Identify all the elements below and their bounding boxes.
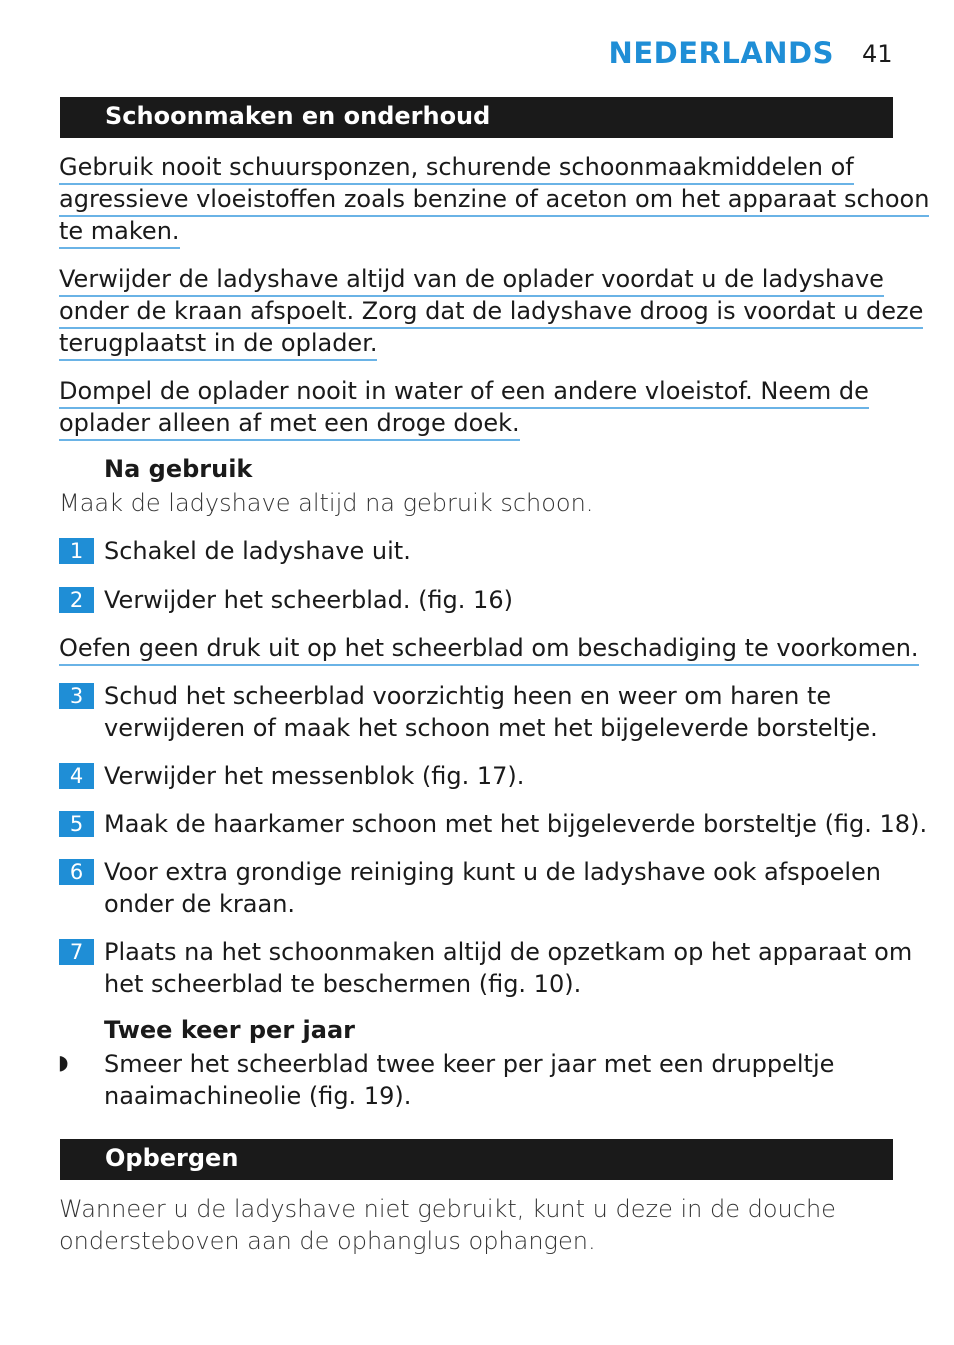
subheading-after-use: Na gebruik <box>104 455 253 483</box>
step-number: 5 <box>59 811 94 837</box>
language-heading: NEDERLANDS <box>608 36 834 70</box>
step-text: verwijderen of maak het schoon met het bijgeleverde borsteltje. <box>104 714 878 742</box>
step-text: Verwijder het scheerblad. (fig. 16) <box>104 586 513 614</box>
warning-line: oplader alleen af met een droge doek. <box>59 407 520 441</box>
step-text: Verwijder het messenblok (fig. 17). <box>104 762 525 790</box>
warning-line: terugplaatst in de oplader. <box>59 327 377 361</box>
section-title-storage: Opbergen <box>105 1144 239 1172</box>
subheading-twice-a-year: Twee keer per jaar <box>104 1016 355 1044</box>
warning-line: te maken. <box>59 215 180 249</box>
storage-text: ondersteboven aan de ophanglus ophangen. <box>59 1227 596 1255</box>
step-number: 4 <box>59 763 94 789</box>
warning-line: Gebruik nooit schuursponzen, schurende schoonmaakmiddelen of <box>59 151 854 185</box>
warning-line: onder de kraan afspoelt. Zorg dat de ladyshave droog is voordat u deze <box>59 295 923 329</box>
section-bar-cleaning <box>60 97 893 138</box>
step-text: Voor extra grondige reiniging kunt u de ladyshave ook afspoelen <box>104 858 882 886</box>
step-text: Schud het scheerblad voorzichtig heen en weer om haren te <box>104 682 832 710</box>
step-text: het scheerblad te beschermen (fig. 10). <box>104 970 582 998</box>
warning-line: Dompel de oplader nooit in water of een andere vloeistof. Neem de <box>59 375 869 409</box>
step-text: onder de kraan. <box>104 890 296 918</box>
warning-line: agressieve vloeistoffen zoals benzine of aceton om het apparaat schoon <box>59 183 929 217</box>
step-text: Schakel de ladyshave uit. <box>104 537 411 565</box>
section-bar-storage <box>60 1139 893 1180</box>
step-number: 6 <box>59 859 94 885</box>
warning-line: Oefen geen druk uit op het scheerblad om beschadiging te voorkomen. <box>59 632 919 666</box>
bullet-text: naaimachineolie (fig. 19). <box>104 1082 412 1110</box>
bullet-text: Smeer het scheerblad twee keer per jaar met een druppeltje <box>104 1050 835 1078</box>
after-use-intro: Maak de ladyshave altijd na gebruik schoon. <box>59 489 594 517</box>
page-number: 41 <box>862 40 893 68</box>
bullet-icon: ◗ <box>58 1050 69 1074</box>
section-title-cleaning: Schoonmaken en onderhoud <box>105 102 491 130</box>
warning-line: Verwijder de ladyshave altijd van de oplader voordat u de ladyshave <box>59 263 884 297</box>
step-text: Plaats na het schoonmaken altijd de opzetkam op het apparaat om <box>104 938 913 966</box>
step-number: 1 <box>59 538 94 564</box>
step-text: Maak de haarkamer schoon met het bijgeleverde borsteltje (fig. 18). <box>104 810 928 838</box>
step-number: 3 <box>59 683 94 709</box>
step-number: 2 <box>59 587 94 613</box>
storage-text: Wanneer u de ladyshave niet gebruikt, kunt u deze in de douche <box>59 1195 836 1223</box>
step-number: 7 <box>59 939 94 965</box>
